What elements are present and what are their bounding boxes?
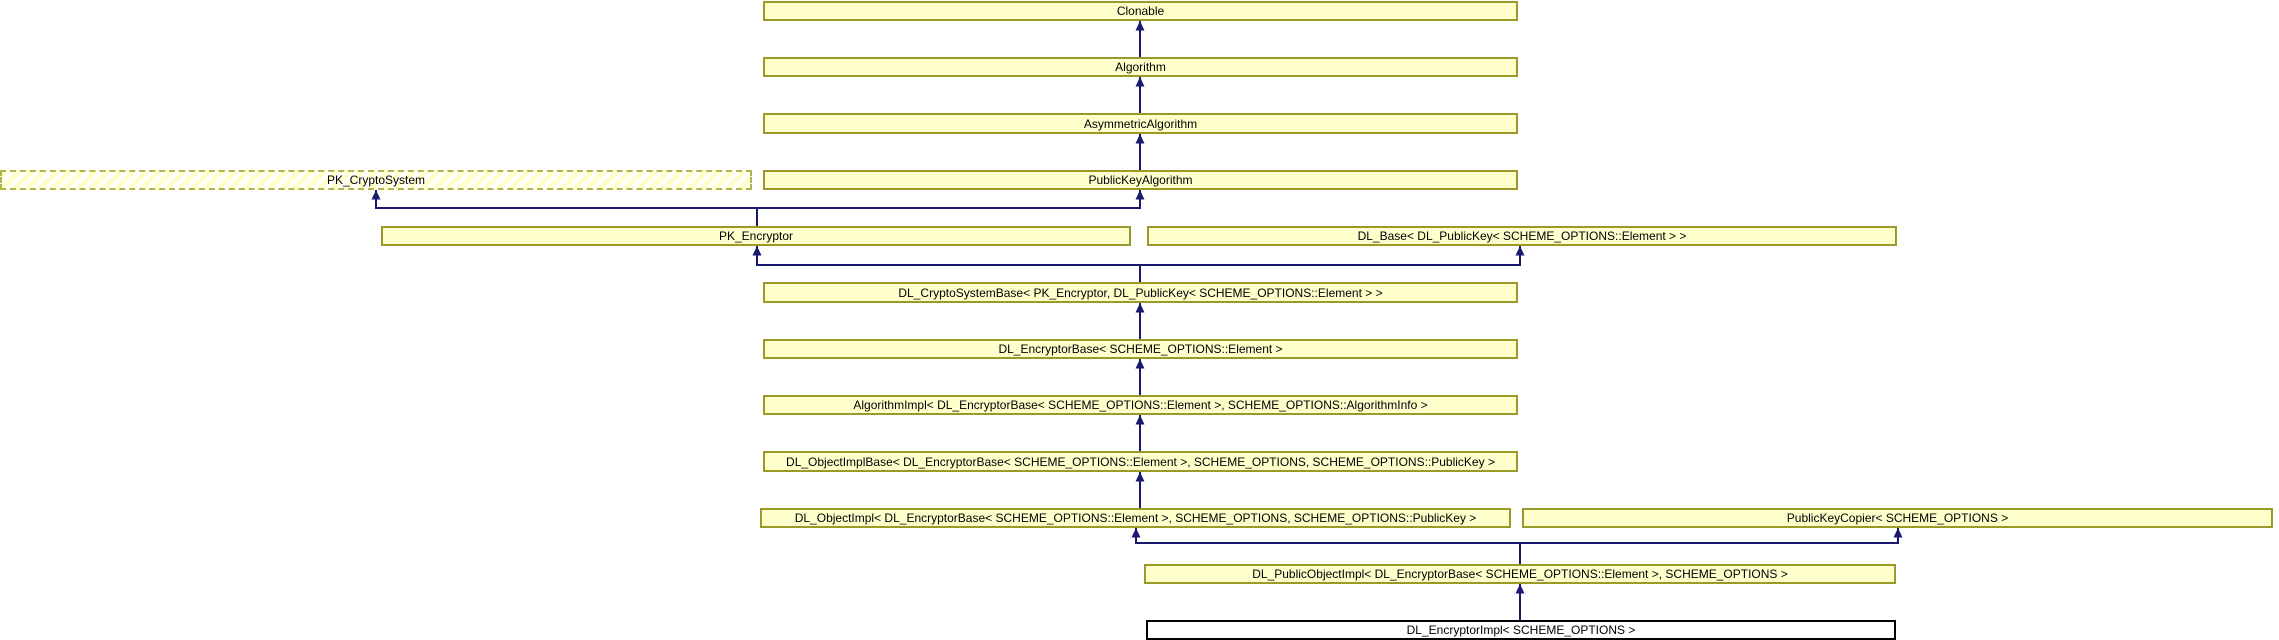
class-box-asymmetric-algorithm[interactable] xyxy=(763,113,1518,134)
inheritance-arrowhead-icon xyxy=(753,246,762,256)
class-box-clonable[interactable] xyxy=(763,1,1518,21)
class-label-pk-cryptosystem: PK_CryptoSystem xyxy=(326,173,426,187)
class-box-pk-encryptor[interactable] xyxy=(381,226,1131,246)
inheritance-arrowhead-icon xyxy=(372,190,381,200)
class-box-dl-encryptorimpl xyxy=(1146,620,1896,640)
class-label-dl-encryptorimpl: DL_EncryptorImpl< SCHEME_OPTIONS > xyxy=(1406,623,1636,637)
class-box-dl-objectimplbase[interactable] xyxy=(763,451,1518,472)
class-label-pk-encryptor: PK_Encryptor xyxy=(718,229,794,243)
inheritance-arrowhead-icon xyxy=(1136,303,1145,313)
inheritance-arrowhead-icon xyxy=(1132,528,1141,538)
class-box-dl-objectimpl[interactable] xyxy=(760,508,1511,528)
inheritance-arrowhead-icon xyxy=(1894,528,1903,538)
class-box-algorithmimpl[interactable] xyxy=(763,395,1518,415)
class-box-pk-cryptosystem xyxy=(0,170,752,190)
class-label-clonable: Clonable xyxy=(1116,4,1165,18)
inheritance-edge-dl-publicobjectimpl-to-publickeycopier xyxy=(1520,528,1898,564)
class-box-dl-base[interactable] xyxy=(1147,226,1897,246)
inheritance-edge-dl-publicobjectimpl-to-dl-objectimpl xyxy=(1136,528,1520,564)
class-label-dl-encryptorbase: DL_EncryptorBase< SCHEME_OPTIONS::Element > xyxy=(998,342,1283,356)
inheritance-edge-pk-encryptor-to-publickey-algorithm xyxy=(757,190,1140,226)
inheritance-arrowhead-icon xyxy=(1136,190,1145,200)
inheritance-arrowhead-icon xyxy=(1516,246,1525,256)
class-box-publickey-algorithm[interactable] xyxy=(763,170,1518,190)
class-label-asymmetric-algorithm: AsymmetricAlgorithm xyxy=(1083,116,1198,131)
class-label-publickey-algorithm: PublicKeyAlgorithm xyxy=(1088,173,1193,187)
inheritance-arrowhead-icon xyxy=(1136,134,1145,144)
class-label-dl-cryptosystembase: DL_CryptoSystemBase< PK_Encryptor, DL_PublicKey< SCHEME_OPTIONS::Element > > xyxy=(898,285,1383,300)
inheritance-arrowhead-icon xyxy=(1136,21,1145,31)
class-label-algorithm: Algorithm xyxy=(1115,60,1166,74)
class-label-dl-base: DL_Base< DL_PublicKey< SCHEME_OPTIONS::Element > > xyxy=(1357,229,1687,243)
class-box-dl-encryptorbase[interactable] xyxy=(763,339,1518,359)
class-label-dl-objectimpl: DL_ObjectImpl< DL_EncryptorBase< SCHEME_OPTIONS::Element >, SCHEME_OPTIONS, SCHEME_OPTIONS::PublicKey > xyxy=(794,511,1477,525)
inheritance-arrowhead-icon xyxy=(1136,415,1145,425)
class-label-dl-publicobjectimpl: DL_PublicObjectImpl< DL_EncryptorBase< SCHEME_OPTIONS::Element >, SCHEME_OPTIONS > xyxy=(1252,567,1788,581)
class-box-algorithm[interactable] xyxy=(763,57,1518,77)
inheritance-arrowhead-icon xyxy=(1136,359,1145,369)
inheritance-arrowhead-icon xyxy=(1516,584,1525,594)
class-label-publickeycopier: PublicKeyCopier< SCHEME_OPTIONS > xyxy=(1786,511,2009,525)
class-box-dl-cryptosystembase[interactable] xyxy=(763,282,1518,303)
class-box-dl-publicobjectimpl[interactable] xyxy=(1144,564,1896,584)
inheritance-edge-pk-encryptor-to-pk-cryptosystem xyxy=(376,190,757,226)
inheritance-edge-dl-cryptosystembase-to-dl-base xyxy=(1140,246,1520,282)
inheritance-arrowhead-icon xyxy=(1136,472,1145,482)
class-box-publickeycopier[interactable] xyxy=(1522,508,2273,528)
inheritance-edge-dl-cryptosystembase-to-pk-encryptor xyxy=(757,246,1140,282)
class-label-dl-objectimplbase: DL_ObjectImplBase< DL_EncryptorBase< SCHEME_OPTIONS::Element >, SCHEME_OPTIONS, SCHEME_OPTIONS::PublicKey > xyxy=(786,454,1495,469)
class-label-algorithmimpl: AlgorithmImpl< DL_EncryptorBase< SCHEME_OPTIONS::Element >, SCHEME_OPTIONS::AlgorithmInfo > xyxy=(853,398,1428,412)
inheritance-arrowhead-icon xyxy=(1136,77,1145,87)
